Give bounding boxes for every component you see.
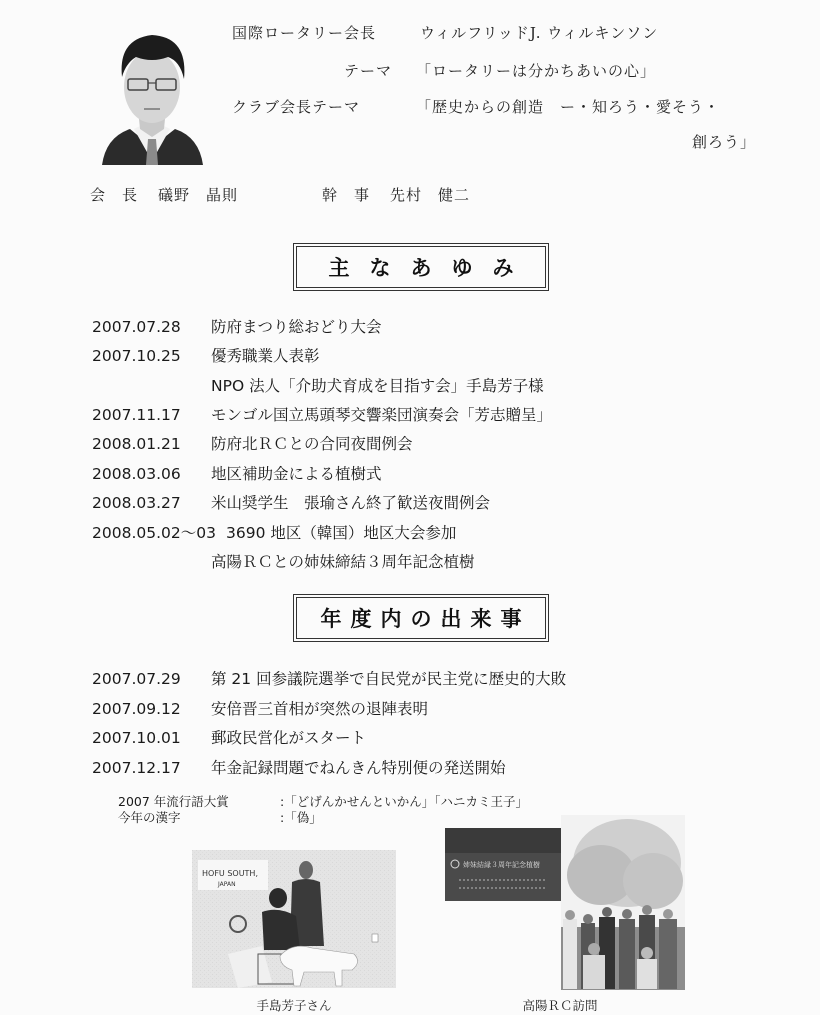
portrait-photo — [100, 25, 205, 165]
president-label: 会 長 — [90, 186, 139, 204]
milestone-date: 2008.05.02～03 — [92, 524, 216, 542]
secretary-label: 幹 事 — [322, 186, 371, 204]
milestones-title: 主なあゆみ — [296, 246, 546, 288]
photo-tree-group-image — [561, 815, 685, 990]
milestone-row — [92, 403, 552, 425]
photo-plaque — [445, 828, 561, 901]
event-row — [92, 726, 366, 748]
photo-plaque-image — [445, 828, 561, 901]
milestone-date: 2007.11.17 — [92, 406, 181, 424]
milestone-row — [92, 315, 382, 337]
buzzword-label: 2007 年流行語大賞 — [118, 794, 229, 809]
milestone-desc: NPO 法人「介助犬育成を目指す会」手島芳子様 — [211, 377, 544, 395]
milestone-desc: 優秀職業人表彰 — [211, 347, 320, 365]
milestone-row — [92, 374, 544, 396]
event-desc: 第 21 回参議院選挙で自民党が民主党に歴史的大敗 — [211, 670, 567, 688]
milestone-row — [92, 344, 320, 366]
milestone-row — [92, 550, 475, 572]
ri-president-name: ウィルフリッドJ. ウィルキンソン — [420, 24, 659, 42]
kanji-note — [118, 808, 322, 826]
event-date: 2007.10.01 — [92, 729, 181, 747]
milestone-desc: 地区補助金による植樹式 — [211, 465, 382, 483]
event-date: 2007.09.12 — [92, 700, 181, 718]
milestone-desc: 3690 地区（韓国）地区大会参加 — [225, 524, 457, 542]
milestone-row — [92, 521, 456, 543]
milestone-row — [92, 491, 490, 513]
kanji-value: :「偽」 — [280, 810, 322, 825]
milestones-title-box — [293, 243, 549, 291]
club-theme-value-line1: 「歴史からの創造 ー・知ろう・愛そう・ — [416, 98, 721, 116]
milestone-date: 2008.03.06 — [92, 465, 181, 483]
milestone-desc: 米山奨学生 張瑜さん終了歓送夜間例会 — [211, 494, 491, 512]
president-name: 礒野 晶則 — [158, 186, 239, 204]
milestone-date: 2007.07.28 — [92, 318, 181, 336]
milestone-date: 2007.10.25 — [92, 347, 181, 365]
buzzword-value: :「どげんかせんといかん」「ハニカミ王子」 — [280, 794, 528, 809]
club-theme-label: クラブ会長テーマ — [232, 98, 361, 116]
president-portrait — [100, 25, 205, 165]
banner-text: HOFU SOUTH, — [202, 869, 258, 878]
milestone-row — [92, 432, 413, 454]
event-row — [92, 756, 506, 778]
photo-teshima — [192, 850, 396, 988]
photo-teshima-image — [192, 850, 396, 988]
event-desc: 年金記録問題でねんきん特別便の発送開始 — [211, 759, 506, 777]
secretary-name: 先村 健二 — [390, 186, 471, 204]
event-desc: 安倍晋三首相が突然の退陣表明 — [211, 700, 429, 718]
plaque-text: 姉妹結縁３周年記念植樹 — [463, 861, 540, 869]
events-title-box — [293, 594, 549, 642]
photo-teshima-caption: 手島芳子さん — [256, 998, 332, 1013]
milestone-desc: 防府まつり総おどり大会 — [211, 318, 382, 336]
theme-label: テーマ — [344, 62, 393, 80]
event-date: 2007.12.17 — [92, 759, 181, 777]
photo-tree-group — [561, 815, 685, 990]
event-row — [92, 697, 428, 719]
event-desc: 郵政民営化がスタート — [211, 729, 367, 747]
milestone-desc: モンゴル国立馬頭琴交響楽団演奏会「芳志贈呈」 — [211, 406, 553, 424]
theme-value: 「ロータリーは分かちあいの心」 — [416, 62, 657, 80]
banner-subtext: JAPAN — [218, 881, 236, 888]
milestone-date: 2008.01.21 — [92, 435, 181, 453]
milestone-date: 2008.03.27 — [92, 494, 181, 512]
photo-korea-caption: 高陽ＲＣ訪問 — [522, 998, 598, 1013]
event-date: 2007.07.29 — [92, 670, 181, 688]
event-row — [92, 667, 566, 689]
milestone-desc: 防府北ＲＣとの合同夜間例会 — [211, 435, 413, 453]
milestone-desc: 高陽ＲＣとの姉妹締結３周年記念植樹 — [211, 553, 475, 571]
ri-president-label: 国際ロータリー会長 — [232, 24, 377, 42]
kanji-label: 今年の漢字 — [118, 810, 181, 825]
milestone-row — [92, 462, 382, 484]
events-title: 年度内の出来事 — [296, 597, 546, 639]
club-theme-value-line2: 創ろう」 — [692, 133, 757, 151]
